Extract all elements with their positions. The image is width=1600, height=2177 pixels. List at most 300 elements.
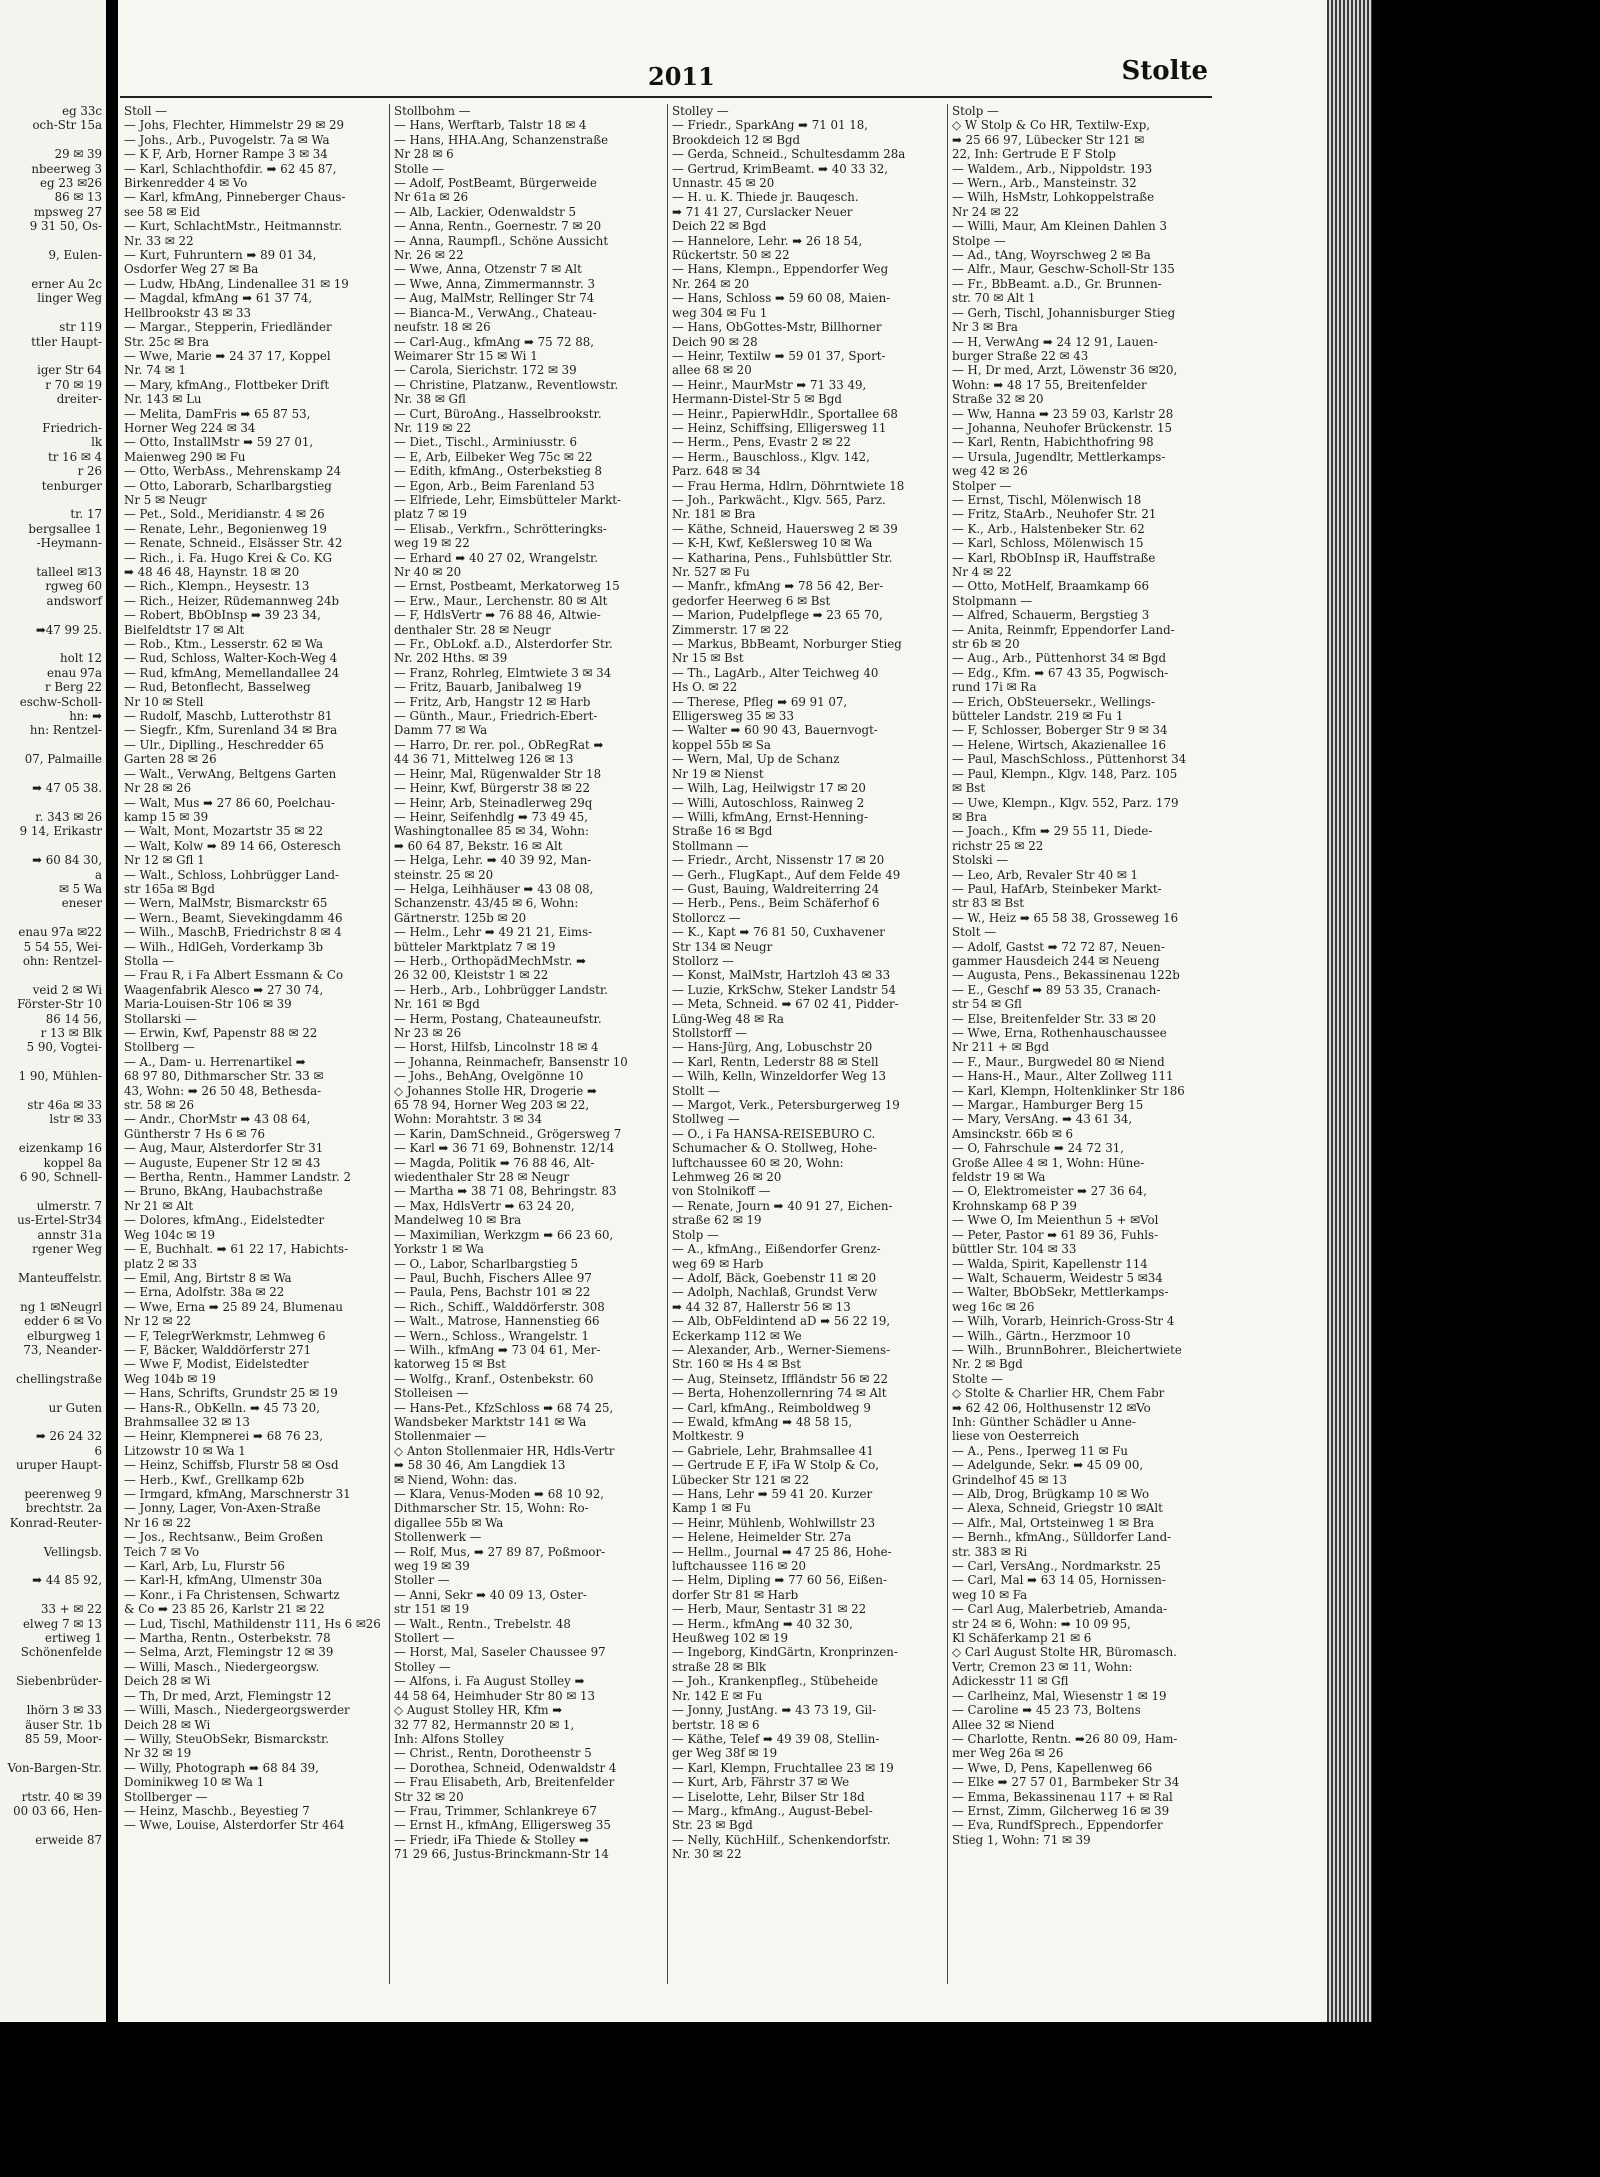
directory-line: Maria-Louisen-Str 106 ✉ 39 (124, 997, 292, 1012)
directory-line: — Selma, Arzt, Flemingstr 12 ✉ 39 (124, 1645, 334, 1660)
directory-line: — Berta, Hohenzollernring 74 ✉ Alt (672, 1386, 887, 1401)
directory-line: — Herb., Pens., Beim Schäferhof 6 (672, 896, 880, 911)
directory-line: — Augusta, Pens., Bekassinenau 122b (952, 968, 1180, 983)
margin-line: 9 14, Erikastr (19, 824, 102, 839)
margin-line: 6 90, Schnell- (19, 1170, 102, 1185)
directory-line: Stolte — (952, 1371, 1003, 1386)
directory-line: Nr 10 ✉ Stell (124, 694, 204, 709)
directory-line: — Wilh., kfmAng ➡ 73 04 61, Mer- (394, 1342, 601, 1357)
directory-line: — Helga, Lehr. ➡ 40 39 92, Man- (394, 853, 592, 868)
directory-line: Nr 23 ✉ 26 (394, 1026, 462, 1040)
directory-line: — Elke ➡ 27 57 01, Barmbeker Str 34 (952, 1775, 1180, 1790)
directory-line: — Hans-R., ObKelln. ➡ 45 73 20, (124, 1400, 320, 1415)
directory-line: Stieg 1, Wohn: 71 ✉ 39 (952, 1832, 1091, 1847)
margin-line (0, 407, 106, 421)
directory-line: — Helm., Lehr ➡ 49 21 21, Eims- (394, 925, 593, 940)
margin-line (0, 1588, 106, 1602)
directory-line: feldstr 19 ✉ Wa (952, 1170, 1046, 1185)
margin-line: Konrad-Reuter- (9, 1515, 102, 1530)
directory-line: — Walt., VerwAng, Beltgens Garten (124, 766, 337, 781)
margin-line: Von-Bargen-Str. (7, 1760, 102, 1775)
directory-line: — Nelly, KüchHilf., Schenkendorfstr. (672, 1832, 891, 1847)
directory-line: Lehmweg 26 ✉ 20 (672, 1170, 782, 1185)
directory-line: Stollt — (672, 1083, 720, 1098)
directory-line: str 165a ✉ Bgd (124, 881, 215, 896)
directory-line: richstr 25 ✉ 22 (952, 838, 1044, 853)
directory-line: — Wern., Arb., Mansteinstr. 32 (952, 176, 1137, 191)
margin-line: mpsweg 27 (33, 204, 102, 219)
directory-line: str 54 ✉ Gfl (952, 997, 1022, 1012)
directory-line: — Wilh., MaschB, Friedrichstr 8 ✉ 4 (124, 925, 342, 940)
margin-line: enau 97a ✉22 (18, 925, 102, 940)
directory-line: str. 383 ✉ Ri (952, 1544, 1028, 1559)
directory-line: Nr 28 ✉ 6 (394, 147, 454, 162)
directory-line: — Gust, Bauing, Waldreiterring 24 (672, 881, 880, 896)
directory-line: — Adolph, Nachlaß, Grundst Verw (672, 1285, 878, 1300)
directory-line: — Alfred, Schauerm, Bergstieg 3 (952, 608, 1150, 623)
directory-line: — Willy, SteuObSekr, Bismarckstr. (124, 1731, 330, 1746)
directory-line: Schanzenstr. 43/45 ✉ 6, Wohn: (394, 896, 579, 911)
directory-line: — F, Bäcker, Walddörferstr 271 (124, 1342, 312, 1357)
directory-line: — Magda, Politik ➡ 76 88 46, Alt- (394, 1155, 595, 1170)
margin-line: edder 6 ✉ Vo (24, 1314, 102, 1329)
directory-line: — Katharina, Pens., Fuhlsbüttler Str. (672, 550, 893, 565)
directory-line: — Wern, Mal, Up de Schanz (672, 752, 840, 767)
directory-line: — Herb., OrthopädMechMstr. ➡ (394, 953, 587, 968)
directory-line: — Eva, RundfSprech., Eppendorfer (952, 1818, 1163, 1833)
margin-line: bergsallee 1 (28, 521, 102, 536)
directory-line: — Aug, MalMstr, Rellinger Str 74 (394, 291, 595, 306)
directory-line: Nr. 143 ✉ Lu (124, 392, 202, 407)
directory-line: Wohn: ➡ 48 17 55, Breitenfelder (952, 377, 1147, 392)
directory-line: — Walt., Matrose, Hannenstieg 66 (394, 1314, 600, 1329)
directory-line: — Karl, Rentn, Lederstr 88 ✉ Stell (672, 1054, 879, 1069)
directory-line: — Ernst, Tischl, Mölenwisch 18 (952, 492, 1142, 507)
directory-line: 44 58 64, Heimhuder Str 80 ✉ 13 (394, 1688, 595, 1703)
margin-line: ur Guten (48, 1400, 102, 1415)
directory-line: Stollmann — (672, 838, 749, 853)
directory-line: 32 77 82, Hermannstr 20 ✉ 1, (394, 1717, 575, 1732)
directory-line: — Mary, VersAng. ➡ 43 61 34, (952, 1112, 1133, 1127)
directory-line: Str 32 ✉ 20 (394, 1789, 464, 1804)
margin-line: rgweg 60 (45, 579, 102, 594)
directory-line: — Friedr, iFa Thiede & Stolley ➡ (394, 1832, 589, 1847)
directory-line: Inh: Alfons Stolley (394, 1731, 504, 1746)
margin-line: elweg 7 ✉ 13 (22, 1616, 102, 1631)
directory-line: — Käthe, Telef ➡ 49 39 08, Stellin- (672, 1731, 880, 1746)
margin-line: nbeerweg 3 (31, 161, 102, 176)
margin-line: eneser (61, 896, 102, 911)
directory-line: Str 134 ✉ Neugr (672, 939, 773, 954)
margin-line: tr. 17 (70, 507, 102, 522)
directory-line: — Wilh., Gärtn., Herzmoor 10 (952, 1328, 1131, 1343)
directory-line: — Gerh., FlugKapt., Auf dem Felde 49 (672, 867, 901, 882)
directory-line: koppel 55b ✉ Sa (672, 737, 771, 752)
directory-line: — Klara, Venus-Moden ➡ 68 10 92, (394, 1487, 604, 1501)
margin-line: hn: Rentzel- (29, 723, 102, 738)
directory-line: Nr. 33 ✉ 22 (124, 233, 194, 248)
directory-line: luftchaussee 116 ✉ 20 (672, 1559, 807, 1574)
directory-line: — Alb, Drog, Brügkamp 10 ✉ Wo (952, 1487, 1150, 1501)
book-gutter (106, 0, 118, 2022)
directory-line: — Ludw, HbAng, Lindenallee 31 ✉ 19 (124, 276, 349, 291)
directory-line: — Wwe, Anna, Otzenstr 7 ✉ Alt (394, 262, 582, 277)
directory-line: — Johs., Arb., Puvogelstr. 7a ✉ Wa (124, 132, 330, 147)
directory-line: — Herm, Postang, Chateauneufstr. (394, 1011, 602, 1026)
margin-line: ttler Haupt- (31, 334, 102, 349)
directory-line: — Diet., Tischl., Arminiusstr. 6 (394, 435, 577, 450)
directory-line: ger Weg 38f ✉ 19 (672, 1746, 778, 1761)
page-edge-stack (1327, 0, 1372, 2022)
directory-line: Wandsbeker Marktstr 141 ✉ Wa (394, 1414, 587, 1429)
directory-line: Nr 32 ✉ 19 (124, 1746, 192, 1761)
directory-line: — Hellm., Journal ➡ 47 25 86, Hohe- (672, 1544, 892, 1559)
directory-line: — Aug., Arb., Püttenhorst 34 ✉ Bgd (952, 651, 1167, 666)
directory-line: — Wilh, Lag, Heilwigstr 17 ✉ 20 (672, 781, 866, 796)
directory-line: liese von Oesterreich (952, 1429, 1080, 1444)
directory-line: Damm 77 ✉ Wa (394, 723, 488, 738)
directory-line: Deich 28 ✉ Wi (124, 1717, 211, 1732)
directory-line: — Rud, Betonflecht, Basselweg (124, 680, 311, 695)
directory-line: — Rob., Ktm., Lesserstr. 62 ✉ Wa (124, 637, 324, 652)
directory-line: str. 58 ✉ 26 (124, 1098, 195, 1113)
directory-line: Amsinckstr. 66b ✉ 6 (952, 1126, 1073, 1141)
directory-line: — Wilh, Vorarb, Heinrich-Gross-Str 4 (952, 1314, 1175, 1329)
directory-line: Osdorfer Weg 27 ✉ Ba (124, 262, 259, 277)
margin-line: uruper Haupt- (16, 1458, 102, 1473)
directory-line: — Johs., BehAng, Ovelgönne 10 (394, 1069, 584, 1084)
margin-line: Siebenbrüder- (16, 1674, 102, 1689)
directory-line: — Willi, Maur, Am Kleinen Dahlen 3 (952, 219, 1168, 234)
directory-line: ✉ Bst (952, 781, 986, 796)
directory-line: — Anni, Sekr ➡ 40 09 13, Oster- (394, 1587, 587, 1602)
directory-line: Nr. 26 ✉ 22 (394, 248, 464, 263)
directory-line: — H, VerwAng ➡ 24 12 91, Lauen- (952, 334, 1158, 349)
directory-line: 68 97 80, Dithmarscher Str. 33 ✉ (124, 1069, 324, 1084)
margin-line: ✉ 5 Wa (58, 881, 102, 896)
directory-line: Nr 12 ✉ Gfl 1 (124, 853, 205, 868)
directory-line: — Martha ➡ 38 71 08, Behringstr. 83 (394, 1184, 617, 1199)
directory-line: Str. 25c ✉ Bra (124, 334, 210, 349)
directory-line: — Carlheinz, Mal, Wiesenstr 1 ✉ 19 (952, 1688, 1167, 1703)
directory-line: Stolla — (124, 953, 175, 968)
directory-line: — Ewald, kfmAng ➡ 48 58 15, (672, 1414, 853, 1429)
directory-line: Str. 160 ✉ Hs 4 ✉ Bst (672, 1357, 802, 1372)
directory-line: ➡ 58 30 46, Am Langdiek 13 (394, 1458, 566, 1473)
directory-line: — Uwe, Klempn., Klgv. 552, Parz. 179 (952, 795, 1179, 810)
directory-line: Nr 211 + ✉ Bgd (952, 1040, 1050, 1055)
directory-line: — Erhard ➡ 40 27 02, Wrangelstr. (394, 550, 599, 565)
directory-line: — Jonny, Lager, Von-Axen-Straße (124, 1501, 321, 1516)
directory-line: — Therese, Pfleg ➡ 69 91 07, (672, 694, 848, 709)
directory-line: — A., Pens., Iperweg 11 ✉ Fu (952, 1443, 1128, 1458)
margin-line: annstr 31a (37, 1227, 102, 1242)
directory-line: Moltkestr. 9 (672, 1429, 744, 1444)
directory-line: ✉ Niend, Wohn: das. (394, 1472, 518, 1487)
directory-line: Nr. 30 ✉ 22 (672, 1847, 742, 1862)
directory-line: see 58 ✉ Eid (124, 204, 201, 219)
margin-line (0, 306, 106, 320)
directory-line: — Hans-H., Maur., Alter Zollweg 111 (952, 1069, 1174, 1084)
directory-line: — Wilh., BrunnBohrer., Bleichertwiete (952, 1342, 1182, 1357)
directory-line: Nr 12 ✉ 22 (124, 1314, 192, 1329)
directory-line: — E, Buchhalt. ➡ 61 22 17, Habichts- (124, 1242, 349, 1257)
directory-line: 43, Wohn: ➡ 26 50 48, Bethesda- (124, 1083, 322, 1098)
directory-line: — Liselotte, Lehr, Bilser Str 18d (672, 1789, 865, 1804)
directory-line: — Gertrude E F, iFa W Stolp & Co, (672, 1458, 880, 1473)
directory-line: Stollstorff — (672, 1026, 747, 1040)
margin-line: och-Str 15a (32, 118, 102, 133)
directory-line: — F, TelegrWerkmstr, Lehmweg 6 (124, 1328, 326, 1343)
directory-column-3 (672, 104, 954, 1984)
directory-line: Allee 32 ✉ Niend (952, 1717, 1055, 1732)
directory-line: Nr 15 ✉ Bst (672, 651, 744, 666)
directory-line: — Walt., Schloss, Lohbrügger Land- (124, 867, 340, 882)
directory-line: — Kurt, SchlachtMstr., Heitmannstr. (124, 219, 343, 234)
directory-line: — Manfr., kfmAng ➡ 78 56 42, Ber- (672, 579, 884, 594)
header-rule (120, 96, 1212, 98)
directory-line: — Dolores, kfmAng., Eidelstedter (124, 1213, 325, 1228)
directory-line: str 6b ✉ 20 (952, 637, 1020, 652)
directory-line: — Renate, Schneid., Elsässer Str. 42 (124, 536, 343, 551)
margin-line (0, 551, 106, 565)
directory-line: Deich 22 ✉ Bgd (672, 219, 767, 234)
directory-line: — Anita, Reinmfr, Eppendorfer Land- (952, 622, 1175, 637)
directory-line: Nr 3 ✉ Bra (952, 320, 1018, 335)
directory-line: Stollenwerk — (394, 1530, 482, 1545)
directory-line: — Helene, Heimelder Str. 27a (672, 1530, 852, 1545)
margin-line: r 13 ✉ Blk (40, 1026, 102, 1040)
directory-line: Brahmsallee 32 ✉ 13 (124, 1414, 250, 1429)
directory-line: — Otto, Laborarb, Scharlbargstieg (124, 478, 332, 493)
directory-line: — Margar., Hamburger Berg 15 (952, 1098, 1144, 1113)
directory-line: Lübecker Str 121 ✉ 22 (672, 1472, 810, 1487)
directory-line: — Fritz, Arb, Hangstr 12 ✉ Harb (394, 694, 591, 709)
directory-line: — Emma, Bekassinenau 117 + ✉ Ral (952, 1789, 1173, 1804)
directory-line: Wohn: Morahtstr. 3 ✉ 34 (394, 1112, 543, 1127)
directory-line: Mandelweg 10 ✉ Bra (394, 1213, 522, 1228)
directory-line: — Hans-Jürg, Ang, Lobuschstr 20 (672, 1040, 873, 1055)
margin-line: str 46a ✉ 33 (27, 1098, 102, 1113)
directory-line: Nr. 119 ✉ 22 (394, 420, 472, 435)
directory-line: — Konr., i Fa Christensen, Schwartz (124, 1587, 340, 1602)
directory-line: — Walter ➡ 60 90 43, Bauernvogt- (672, 723, 878, 738)
margin-line (0, 1127, 106, 1141)
directory-line: — Emil, Ang, Birtstr 8 ✉ Wa (124, 1270, 292, 1285)
directory-line: — Heinr, Seifenhdlg ➡ 73 49 45, (394, 809, 588, 824)
directory-line: — Margot, Verk., Petersburgerweg 19 (672, 1098, 900, 1113)
directory-line: — Bernh., kfmAng., Sülldorfer Land- (952, 1530, 1172, 1545)
directory-line: — Anna, Rentn., Goernestr. 7 ✉ 20 (394, 219, 602, 234)
directory-line: — Heinz, Schiffsb, Flurstr 58 ✉ Osd (124, 1458, 339, 1473)
directory-line: — Alfons, i. Fa August Stolley ➡ (394, 1674, 585, 1689)
directory-line: — Wilh, Kelln, Winzeldorfer Weg 13 (672, 1069, 886, 1084)
directory-line: Horner Weg 224 ✉ 34 (124, 420, 256, 435)
margin-line: r 26 (77, 464, 102, 479)
directory-line: Washingtonallee 85 ✉ 34, Wohn: (394, 824, 589, 839)
directory-line: Stolley — (672, 104, 729, 118)
directory-line: — Rud, kfmAng, Memellandallee 24 (124, 665, 340, 680)
directory-line: — Walt, Kolw ➡ 89 14 66, Osteresch (124, 838, 341, 853)
margin-line: 29 ✉ 39 (54, 147, 102, 162)
margin-line: veid 2 ✉ Wi (32, 982, 102, 997)
directory-line: — Fritz, StaArb., Neuhofer Str. 21 (952, 507, 1157, 522)
directory-line: — E., Geschf ➡ 89 53 35, Cranach- (952, 982, 1161, 997)
directory-line: Stollberg — (124, 1040, 195, 1055)
directory-line: Krohnskamp 68 P 39 (952, 1198, 1077, 1213)
directory-line: rund 17i ✉ Ra (952, 680, 1037, 695)
margin-line (0, 1775, 106, 1789)
margin-line (0, 1689, 106, 1703)
directory-column-4 (952, 104, 1224, 1984)
margin-line (0, 1285, 106, 1299)
directory-line: Weg 104b ✉ 19 (124, 1371, 216, 1386)
directory-line: — Carl, VersAng., Nordmarkstr. 25 (952, 1559, 1161, 1574)
directory-line: — Magdal, kfmAng ➡ 61 37 74, (124, 291, 313, 306)
directory-line: — Walt, Schauerm, Weidestr 5 ✉34 (952, 1270, 1163, 1285)
directory-line: — Paula, Pens, Bachstr 101 ✉ 22 (394, 1285, 591, 1300)
directory-line: Nr 61a ✉ 26 (394, 190, 469, 205)
directory-line: — Fr., ObLokf. a.D., Alsterdorfer Str. (394, 637, 613, 652)
directory-line: — Horst, Mal, Saseler Chaussee 97 (394, 1645, 606, 1660)
directory-line: weg 16c ✉ 26 (952, 1299, 1035, 1314)
directory-line: — Herb., Kwf., Grellkamp 62b (124, 1472, 305, 1487)
directory-line: — Willi, Masch., Niedergeorgsw. (124, 1659, 320, 1674)
margin-line: eg 33c (62, 104, 102, 118)
margin-line (0, 1084, 106, 1098)
directory-line: — Aug, Maur, Alsterdorfer Str 31 (124, 1141, 324, 1156)
directory-line: Nr. 2 ✉ Bgd (952, 1357, 1023, 1372)
directory-line: — Dorothea, Schneid, Odenwaldstr 4 (394, 1760, 617, 1775)
directory-line: dorfer Str 81 ✉ Harb (672, 1587, 799, 1602)
directory-line: bütteler Marktplatz 7 ✉ 19 (394, 939, 556, 954)
directory-line: Stollenmaier — (394, 1429, 487, 1444)
margin-line: 6 (94, 1443, 102, 1458)
directory-line: bütteler Landstr. 219 ✉ Fu 1 (952, 709, 1124, 724)
directory-line: Stoller — (394, 1573, 450, 1588)
directory-line: — K F, Arb, Horner Rampe 3 ✉ 34 (124, 147, 328, 162)
directory-line: — Else, Breitenfelder Str. 33 ✉ 20 (952, 1011, 1156, 1026)
directory-line: Stollert — (394, 1631, 455, 1646)
margin-line: 9, Eulen- (48, 248, 102, 263)
directory-line: Vertr, Cremon 23 ✉ 11, Wohn: (952, 1659, 1133, 1674)
margin-line (0, 839, 106, 853)
directory-line: — Elfriede, Lehr, Eimsbütteler Markt- (394, 492, 621, 507)
directory-line: — Gabriele, Lehr, Brahmsallee 41 (672, 1443, 874, 1458)
margin-line: eg 23 ✉26 (40, 176, 102, 191)
directory-line: Nr 5 ✉ Neugr (124, 492, 207, 507)
directory-line: — Friedr., Archt, Nissenstr 17 ✉ 20 (672, 853, 885, 868)
directory-line: Nr. 181 ✉ Bra (672, 507, 756, 522)
directory-line: — Karl, kfmAng, Pinneberger Chaus- (124, 190, 346, 205)
margin-line: 5 90, Vogtei- (26, 1040, 102, 1055)
directory-line: — Carl, Mal ➡ 63 14 05, Hornissen- (952, 1573, 1166, 1588)
margin-line (0, 637, 106, 651)
directory-line: Nr 40 ✉ 20 (394, 565, 462, 579)
margin-line: r Berg 22 (45, 680, 102, 695)
directory-line: Stolpmann — (952, 593, 1033, 608)
directory-line: — Erich, ObSteuersekr., Wellings- (952, 694, 1155, 709)
margin-line (0, 133, 106, 147)
directory-line: Nr. 527 ✉ Fu (672, 565, 750, 579)
directory-line: str 83 ✉ Bst (952, 896, 1025, 911)
directory-line: mer Weg 26a ✉ 26 (952, 1746, 1064, 1761)
directory-line: — Hannelore, Lehr. ➡ 26 18 54, (672, 233, 863, 248)
directory-line: — Frau Herma, Hdlrn, Döhrntwiete 18 (672, 478, 905, 493)
directory-line: Heußweg 102 ✉ 19 (672, 1631, 789, 1646)
directory-line: — A., kfmAng., Eißendorfer Grenz- (672, 1242, 881, 1257)
directory-line: — Christine, Platzanw., Reventlowstr. (394, 377, 619, 392)
directory-line: Stollbohm — (394, 104, 471, 118)
directory-line: — Heinr, Mühlenb, Wohlwillstr 23 (672, 1515, 876, 1530)
directory-line: Parz. 648 ✉ 34 (672, 464, 761, 479)
directory-line: Nr 24 ✉ 22 (952, 204, 1020, 219)
directory-line: — K-H, Kwf, Keßlersweg 10 ✉ Wa (672, 536, 873, 551)
directory-line: — Wwe, Erna ➡ 25 89 24, Blumenau (124, 1299, 343, 1314)
directory-line: — Alexander, Arb., Werner-Siemens- (672, 1342, 891, 1357)
directory-line: Dithmarscher Str. 15, Wohn: Ro- (394, 1501, 589, 1516)
directory-line: — Karl, Rentn, Habichthofring 98 (952, 435, 1154, 450)
directory-line: weg 42 ✉ 26 (952, 464, 1028, 479)
directory-line: Eckerkamp 112 ✉ We (672, 1328, 802, 1343)
directory-column-2 (394, 104, 676, 1984)
directory-line: platz 7 ✉ 19 (394, 507, 467, 522)
directory-line: — Otto, MotHelf, Braamkamp 66 (952, 579, 1149, 594)
directory-line: — Frau, Trimmer, Schlankreye 67 (394, 1803, 597, 1818)
margin-line: Friedrich- (42, 420, 102, 435)
directory-line: ➡ 62 42 06, Holthusenstr 12 ✉Vo (952, 1400, 1151, 1415)
directory-line: Stolleisen — (394, 1386, 469, 1401)
margin-line: 07, Palmaille (24, 752, 102, 767)
directory-line: — Ursula, Jugendltr, Mettlerkamps- (952, 449, 1166, 464)
directory-line: — Karl, Arb, Lu, Flurstr 56 (124, 1559, 285, 1574)
directory-line: — Ernst, Postbeamt, Merkatorweg 15 (394, 579, 620, 594)
directory-line: Birkenredder 4 ✉ Vo (124, 176, 248, 191)
directory-line: — Anna, Raumpfl., Schöne Aussicht (394, 233, 609, 248)
directory-line: & Co ➡ 23 85 26, Karlstr 21 ✉ 22 (124, 1602, 325, 1617)
directory-line: — Johanna, Neuhofer Brückenstr. 15 (952, 420, 1172, 435)
margin-line: erner Au 2c (31, 276, 102, 291)
directory-line: Dominikweg 10 ✉ Wa 1 (124, 1775, 265, 1790)
directory-line: — Joh., Parkwächt., Klgv. 565, Parz. (672, 492, 886, 507)
margin-line: brechtstr. 2a (25, 1501, 102, 1516)
directory-line: — Walda, Spirit, Kapellenstr 114 (952, 1256, 1148, 1271)
margin-line (0, 1257, 106, 1271)
directory-line: Lüng-Weg 48 ✉ Ra (672, 1011, 784, 1026)
directory-line: str 24 ✉ 6, Wohn: ➡ 10 09 95, (952, 1616, 1131, 1631)
margin-line: ng 1 ✉Neugrl (20, 1299, 102, 1314)
directory-line: — Horst, Hilfsb, Lincolnstr 18 ✉ 4 (394, 1040, 599, 1055)
directory-line: — Rich., Heizer, Rüdemannweg 24b (124, 593, 340, 608)
directory-line: Stolp — (952, 104, 999, 118)
directory-line: — A., Dam- u. Herrenartikel ➡ (124, 1054, 306, 1069)
directory-line: Weg 104c ✉ 19 (124, 1227, 215, 1242)
directory-line: — Karl-H, kfmAng, Ulmenstr 30a (124, 1573, 323, 1588)
directory-line: — Jonny, JustAng. ➡ 43 73 19, Gil- (672, 1703, 877, 1718)
directory-line: — Frau Elisabeth, Arb, Breitenfelder (394, 1775, 615, 1790)
directory-line: — Heinr, Klempnerei ➡ 68 76 23, (124, 1429, 323, 1444)
margin-line (0, 349, 106, 363)
directory-line: Str. 23 ✉ Bgd (672, 1818, 753, 1833)
margin-line: 86 14 56, (45, 1011, 102, 1026)
directory-line: — Edg., Kfm. ➡ 67 43 35, Pogwisch- (952, 665, 1169, 680)
directory-line: — Karl, Klempn, Fruchtallee 23 ✉ 19 (672, 1760, 894, 1775)
directory-line: — Friedr., SparkAng ➡ 71 01 18, (672, 118, 869, 133)
directory-line: allee 68 ✉ 20 (672, 363, 752, 378)
directory-line: 22, Inh: Gertrude E F Stolp (952, 147, 1116, 162)
directory-line: Nr. 264 ✉ 20 (672, 276, 750, 291)
directory-line: Nr 16 ✉ 22 (124, 1515, 192, 1530)
